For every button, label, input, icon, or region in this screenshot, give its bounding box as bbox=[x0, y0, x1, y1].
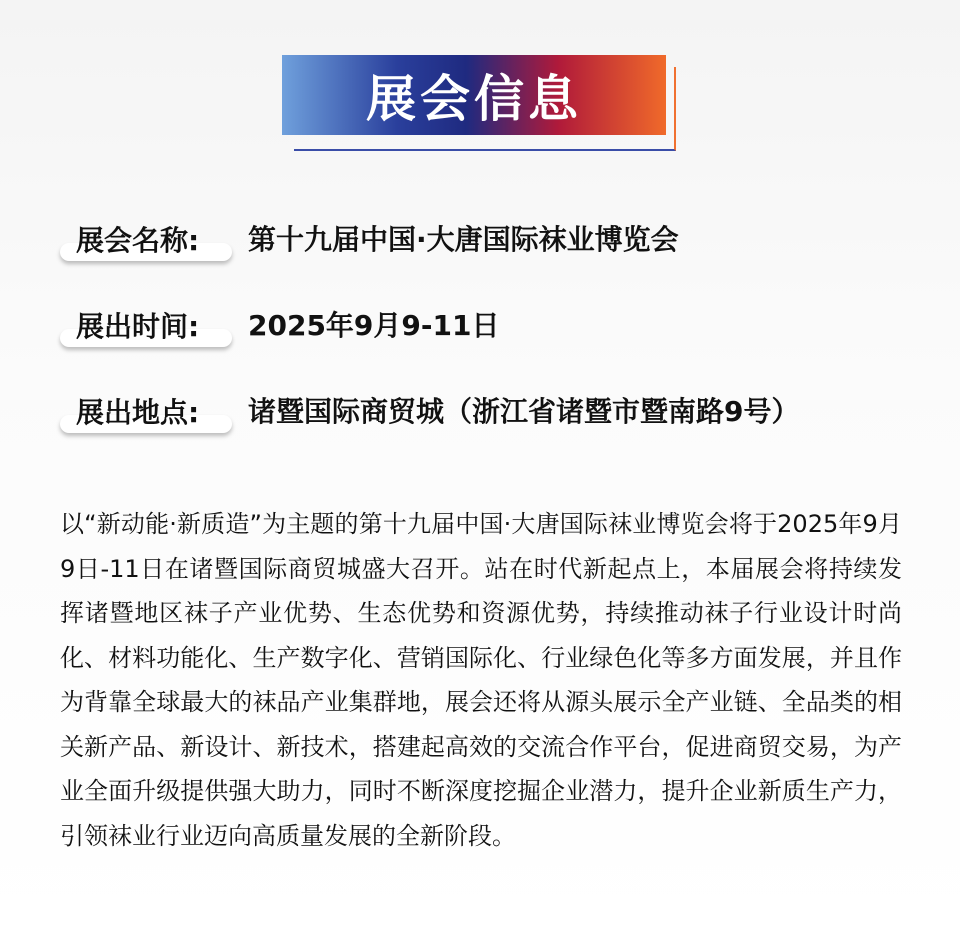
info-label: 展会名称: bbox=[76, 224, 200, 257]
info-row-time bbox=[60, 299, 499, 349]
title-box bbox=[282, 55, 666, 135]
exhibition-location-value: 诸暨国际商贸城（浙江省诸暨市暨南路9号） bbox=[248, 395, 800, 428]
description-paragraph: 以“新动能·新质造”为主题的第十九届中国·大唐国际袜业博览会将于2025年9月9日-11日在诸暨国际商贸城盛大召开。站在时代新起点上，本届展会将持续发挥诸暨地区袜子产业优势、生态优势和资源优势，持续推动袜子行业设计时尚化、材料功能化、生产数字化、营销国际化、行业绿色化等多方面发展，并且作为背靠全球最大的袜品产业集群地，展会还将从源头展示全产业链、全品类的相关新产品、新设计、新技术，搭建起高效的交流合作平台，促进商贸交易，为产业全面升级提供强大助力，同时不断深度挖掘企业潜力，提升企业新质生产力，引领袜业行业迈向高质量发展的全新阶段。 bbox=[60, 510, 902, 850]
info-label-badge bbox=[60, 385, 236, 435]
info-label: 展出地点: bbox=[76, 396, 200, 429]
info-label-badge bbox=[60, 213, 236, 263]
title-banner bbox=[282, 55, 680, 155]
page-title: 展会信息 bbox=[366, 70, 582, 128]
exhibition-time-value: 2025年9月9-11日 bbox=[248, 309, 500, 342]
exhibition-name-value: 第十九届中国·大唐国际袜业博览会 bbox=[248, 223, 679, 256]
info-row-location bbox=[60, 385, 800, 435]
info-row-name bbox=[60, 213, 679, 263]
info-label: 展出时间: bbox=[76, 310, 200, 343]
info-label-badge bbox=[60, 299, 236, 349]
